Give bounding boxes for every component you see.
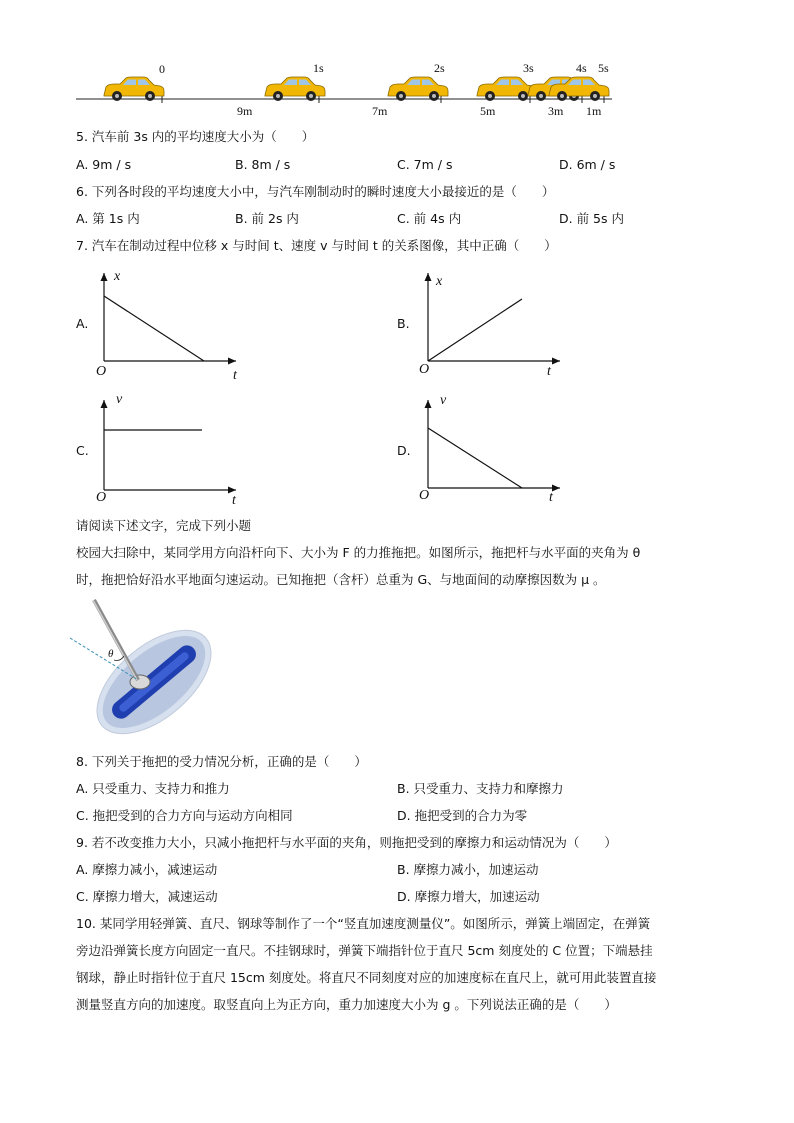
q6-option-b: B. 前 2s 内 <box>235 211 299 226</box>
mop-illustration <box>70 598 220 738</box>
distance-label-7m: 7m <box>372 104 388 118</box>
q5-option-a: A. 9m / s <box>76 157 132 172</box>
car-motion-diagram <box>0 0 794 125</box>
q10-line-1: 10. 某同学用轻弹簧、直尺、钢球等制作了一个“竖直加速度测量仪”。如图所示，弹簧上端固定，在弹簧 <box>76 916 651 931</box>
time-label-1s: 1s <box>313 61 324 75</box>
distance-label-3m: 3m <box>548 104 564 118</box>
q9-option-c: C. 摩擦力增大，减速运动 <box>76 889 218 904</box>
time-label-4s: 4s <box>576 61 587 75</box>
reading-line-1: 校园大扫除中，某同学用方向沿杆向下、大小为 F 的力推拖把。如图所示，拖把杆与水平面的夹角为 θ <box>76 545 641 560</box>
distance-label-9m: 9m <box>237 104 253 118</box>
q8-option-a: A. 只受重力、支持力和推力 <box>76 781 230 796</box>
q6-stem: 6. 下列各时段的平均速度大小中，与汽车刚制动时的瞬时速度大小最接近的是（ ） <box>76 184 555 199</box>
q10-line-4: 测量竖直方向的加速度。取竖直向上为正方向，重力加速度大小为 g 。下列说法正确的是（ ） <box>76 997 617 1012</box>
q7-stem: 7. 汽车在制动过程中位移 x 与时间 t、速度 v 与时间 t 的关系图像，其中正确（ ） <box>76 238 557 253</box>
angle-theta-label: θ <box>108 648 114 660</box>
q6-option-c: C. 前 4s 内 <box>397 211 462 226</box>
graph-b-letter: B. <box>397 316 410 331</box>
q5-option-c: C. 7m / s <box>397 157 453 172</box>
graph-a-x-label: t <box>233 368 237 383</box>
distance-label-1m: 1m <box>586 104 602 118</box>
graph-c-letter: C. <box>76 443 89 458</box>
q10-line-2: 旁边沿弹簧长度方向固定一直尺。不挂钢球时，弹簧下端指针位于直尺 5cm 刻度处的 C 位置；下端悬挂 <box>76 943 653 958</box>
time-label-0: 0 <box>159 62 165 76</box>
q9-option-b: B. 摩擦力减小，加速运动 <box>397 862 539 877</box>
graph-d-letter: D. <box>397 443 411 458</box>
distance-label-5m: 5m <box>480 104 496 118</box>
graph-d-y-label: v <box>440 393 447 408</box>
graph-c <box>90 392 250 512</box>
reading-line-2: 时，拖把恰好沿水平地面匀速运动。已知拖把（含杆）总重为 G、与地面间的动摩擦因数为 μ 。 <box>76 572 606 587</box>
q8-option-c: C. 拖把受到的合力方向与运动方向相同 <box>76 808 293 823</box>
graph-a-letter: A. <box>76 316 89 331</box>
car-icon <box>265 77 325 101</box>
graph-a-origin: O <box>96 364 107 379</box>
graph-a-y-label: x <box>114 269 121 284</box>
graph-c-y-label: v <box>116 392 123 407</box>
graph-c-x-label: t <box>232 493 236 508</box>
q9-option-d: D. 摩擦力增大，加速运动 <box>397 889 540 904</box>
q9-stem: 9. 若不改变推力大小，只减小拖把杆与水平面的夹角，则拖把受到的摩擦力和运动情况为（ ） <box>76 835 617 850</box>
q10-line-3: 钢球，静止时指针位于直尺 15cm 刻度处。将直尺不同刻度对应的加速度标在直尺上，就可用此装置直接 <box>76 970 657 985</box>
graph-d-x-label: t <box>549 490 553 505</box>
q6-option-d: D. 前 5s 内 <box>559 211 624 226</box>
q8-option-b: B. 只受重力、支持力和摩擦力 <box>397 781 564 796</box>
reading-intro: 请阅读下述文字，完成下列小题 <box>76 518 252 533</box>
graph-b-origin: O <box>419 362 430 377</box>
graph-b-y-label: x <box>436 274 443 289</box>
graph-c-origin: O <box>96 490 107 505</box>
q9-option-a: A. 摩擦力减小，减速运动 <box>76 862 218 877</box>
q5-option-b: B. 8m / s <box>235 157 291 172</box>
car-icon <box>477 77 537 101</box>
time-label-5s: 5s <box>598 61 609 75</box>
q8-stem: 8. 下列关于拖把的受力情况分析，正确的是（ ） <box>76 754 367 769</box>
q5-stem: 5. 汽车前 3s 内的平均速度大小为（ ） <box>76 129 315 144</box>
graph-d-origin: O <box>419 488 430 503</box>
graph-b-x-label: t <box>547 364 551 379</box>
time-label-3s: 3s <box>523 61 534 75</box>
car-icon <box>388 77 448 101</box>
q5-option-d: D. 6m / s <box>559 157 616 172</box>
q8-option-d: D. 拖把受到的合力为零 <box>397 808 528 823</box>
time-label-2s: 2s <box>434 61 445 75</box>
q6-option-a: A. 第 1s 内 <box>76 211 140 226</box>
car-icon <box>104 77 164 101</box>
